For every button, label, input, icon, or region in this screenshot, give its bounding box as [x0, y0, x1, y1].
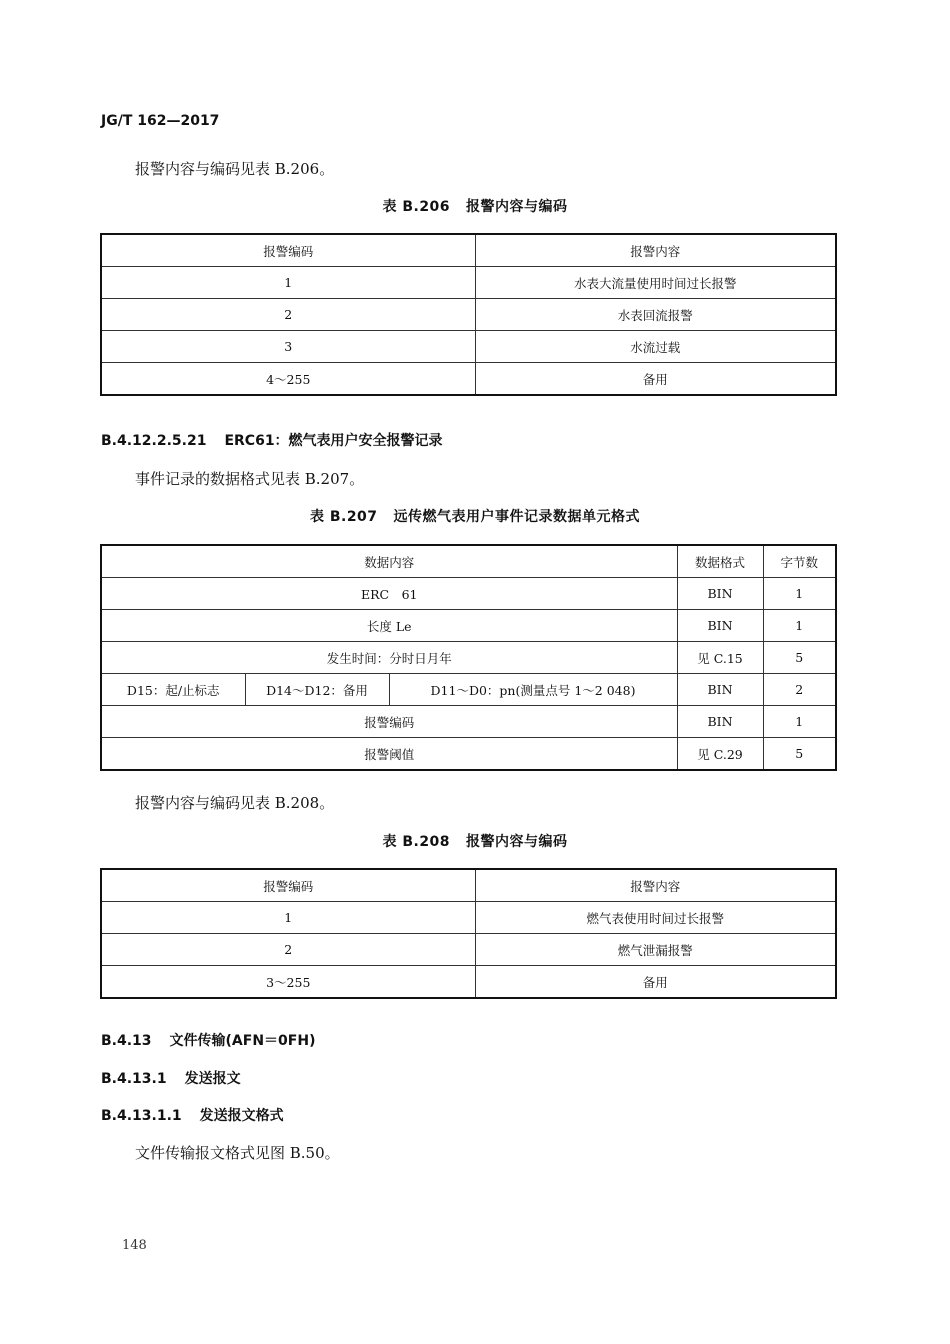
table-cell: 燃气泄漏报警: [475, 934, 836, 966]
section-heading-b4-13-1: [101, 1068, 241, 1088]
table-cell: 报警编码: [101, 706, 677, 738]
section-title: ERC61：燃气表用户安全报警记录: [224, 433, 443, 449]
table-cell: 5: [763, 642, 836, 674]
table-cell: 备用: [475, 966, 836, 999]
table-row: [101, 267, 836, 299]
section-title: 文件传输(AFN＝0FH): [169, 1033, 316, 1049]
table-row: [101, 966, 836, 999]
paragraph-figure-ref: 文件传输报文格式见图 B.50。: [135, 1144, 340, 1162]
table-cell: 3: [101, 331, 475, 363]
table-cell: BIN: [677, 578, 763, 610]
table-cell: 备用: [475, 363, 836, 396]
table-cell: 3～255: [101, 966, 475, 999]
table-cell: BIN: [677, 674, 763, 706]
table-b207: [100, 544, 837, 771]
table-cell: 水表大流量使用时间过长报警: [475, 267, 836, 299]
paragraph-table207-ref: 事件记录的数据格式见表 B.207。: [135, 470, 365, 488]
table-cell: 发生时间：分时日月年: [101, 642, 677, 674]
table-header-row: [101, 234, 836, 267]
table-b208: [100, 868, 837, 999]
section-title: 发送报文格式: [199, 1108, 284, 1124]
table-header-row: [101, 869, 836, 902]
page-number: 148: [122, 1238, 147, 1253]
section-number: B.4.13: [101, 1033, 152, 1049]
table207-caption: [0, 506, 950, 526]
table-row: [101, 674, 836, 706]
table-cell: 2: [101, 299, 475, 331]
table-cell: BIN: [677, 610, 763, 642]
section-heading-b4-13-1-1: [101, 1105, 284, 1125]
table-cell: D11～D0：pn(测量点号 1～2 048): [389, 674, 677, 706]
table-row: [101, 902, 836, 934]
header-cell: 数据内容: [101, 545, 677, 578]
table-cell: ERC 61: [101, 578, 677, 610]
table-cell: 1: [101, 267, 475, 299]
table208-caption: [0, 831, 950, 851]
table-cell: 见 C.15: [677, 642, 763, 674]
table-cell: 长度 Le: [101, 610, 677, 642]
table-row: [101, 578, 836, 610]
table-cell: 1: [763, 610, 836, 642]
table206-caption-number: 表 B.206: [382, 199, 451, 215]
table-row: [101, 363, 836, 396]
table-cell: 5: [763, 738, 836, 771]
header-cell: 字节数: [763, 545, 836, 578]
standard-header: JG/T 162—2017: [101, 113, 220, 129]
section-title: 发送报文: [184, 1071, 241, 1087]
table-cell: 4～255: [101, 363, 475, 396]
table-row: [101, 331, 836, 363]
section-heading-erc61: [101, 430, 443, 450]
table-row: [101, 738, 836, 771]
table208-caption-number: 表 B.208: [382, 834, 451, 850]
table-row: [101, 934, 836, 966]
table-b206: [100, 233, 837, 396]
table-cell: 报警阈值: [101, 738, 677, 771]
table-cell: 见 C.29: [677, 738, 763, 771]
table-row: [101, 610, 836, 642]
table-cell: 2: [101, 934, 475, 966]
header-cell: 报警编码: [101, 234, 475, 267]
header-cell: 报警编码: [101, 869, 475, 902]
table-cell: 1: [763, 706, 836, 738]
header-cell: 报警内容: [475, 234, 836, 267]
table-cell: 1: [101, 902, 475, 934]
table-cell: BIN: [677, 706, 763, 738]
section-heading-b4-13: [101, 1030, 315, 1050]
table208-caption-title: 报警内容与编码: [466, 834, 568, 850]
table-row: [101, 299, 836, 331]
table-row: [101, 642, 836, 674]
header-cell: 数据格式: [677, 545, 763, 578]
table-cell: 1: [763, 578, 836, 610]
table-cell: D15：起/止标志: [101, 674, 245, 706]
paragraph-table206-ref: 报警内容与编码见表 B.206。: [135, 160, 335, 178]
table-cell: 水流过载: [475, 331, 836, 363]
section-number: B.4.12.2.5.21: [101, 433, 207, 449]
table-cell: D14～D12：备用: [245, 674, 389, 706]
table-cell: 水表回流报警: [475, 299, 836, 331]
table-row: [101, 706, 836, 738]
table-header-row: [101, 545, 836, 578]
header-cell: 报警内容: [475, 869, 836, 902]
paragraph-table208-ref: 报警内容与编码见表 B.208。: [135, 794, 335, 812]
table206-caption-title: 报警内容与编码: [466, 199, 568, 215]
table206-caption: [0, 196, 950, 216]
section-number: B.4.13.1.1: [101, 1108, 182, 1124]
table-cell: 2: [763, 674, 836, 706]
table207-caption-title: 远传燃气表用户事件记录数据单元格式: [393, 509, 641, 525]
section-number: B.4.13.1: [101, 1071, 167, 1087]
table-cell: 燃气表使用时间过长报警: [475, 902, 836, 934]
table207-caption-number: 表 B.207: [309, 509, 378, 525]
